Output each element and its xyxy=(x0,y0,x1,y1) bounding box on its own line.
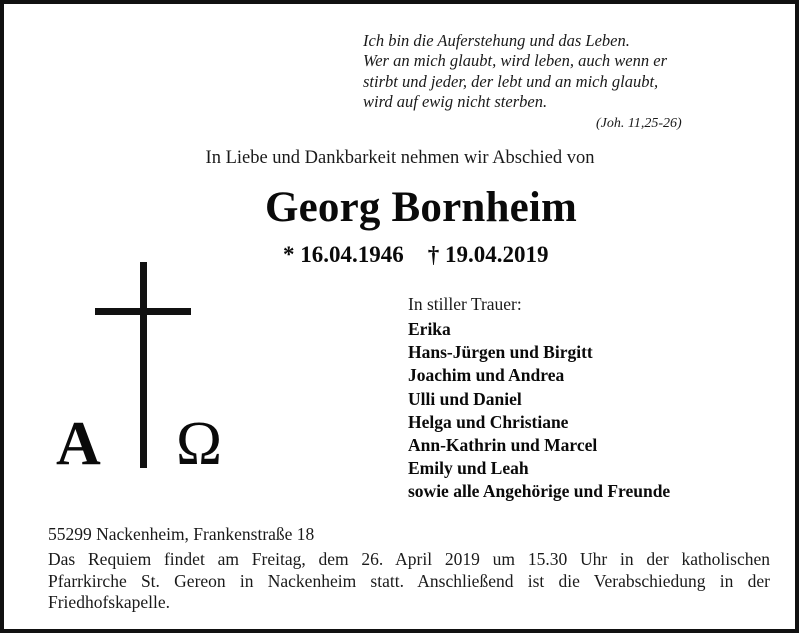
mourner-name: sowie alle Angehörige und Freunde xyxy=(408,481,671,502)
quote-line: Ich bin die Auferstehung und das Leben. xyxy=(363,31,630,50)
requiem-line: Das Requiem findet am Freitag, dem 26. April 2019 um 15.30 Uhr in der katholischen xyxy=(48,549,770,569)
mourner-name: Emily und Leah xyxy=(408,458,529,479)
birth-date: * 16.04.1946 xyxy=(283,242,404,267)
bible-quote xyxy=(363,31,667,112)
requiem-line: Pfarrkirche St. Gereon in Nackenheim statt. Anschließend ist die Verabschiedung in der xyxy=(48,570,770,591)
mourners-list xyxy=(408,318,670,504)
death-date: † 19.04.2019 xyxy=(427,242,549,267)
life-dates xyxy=(283,242,549,268)
cross-horizontal-bar xyxy=(95,308,191,315)
quote-line: wird auf ewig nicht sterben. xyxy=(363,91,548,111)
omega-symbol: Ω xyxy=(176,410,223,478)
mourner-name: Ann-Kathrin und Marcel xyxy=(408,435,598,456)
mourner-name: Ulli und Daniel xyxy=(408,388,522,409)
family-address: 55299 Nackenheim, Frankenstraße 18 xyxy=(48,524,315,544)
mourners-label: In stiller Trauer: xyxy=(408,294,522,314)
cross-vertical-bar xyxy=(140,262,147,468)
requiem-notice xyxy=(48,549,770,614)
deceased-name: Georg Bornheim xyxy=(264,184,578,231)
mourner-name: Joachim und Andrea xyxy=(408,365,565,386)
mourner-name: Hans-Jürgen und Birgitt xyxy=(408,342,593,363)
quote-line: Wer an mich glaubt, wird leben, auch wenn er xyxy=(363,51,667,71)
mourner-name: Erika xyxy=(408,319,451,339)
quote-line: stirbt und jeder, der lebt und an mich glaubt, xyxy=(363,71,659,91)
quote-citation: (Joh. 11,25-26) xyxy=(596,116,682,131)
alpha-symbol: A xyxy=(56,410,101,478)
requiem-line: Friedhofskapelle. xyxy=(48,592,170,612)
farewell-intro: In Liebe und Dankbarkeit nehmen wir Abschied von xyxy=(205,148,595,168)
mourner-name: Helga und Christiane xyxy=(408,411,569,432)
